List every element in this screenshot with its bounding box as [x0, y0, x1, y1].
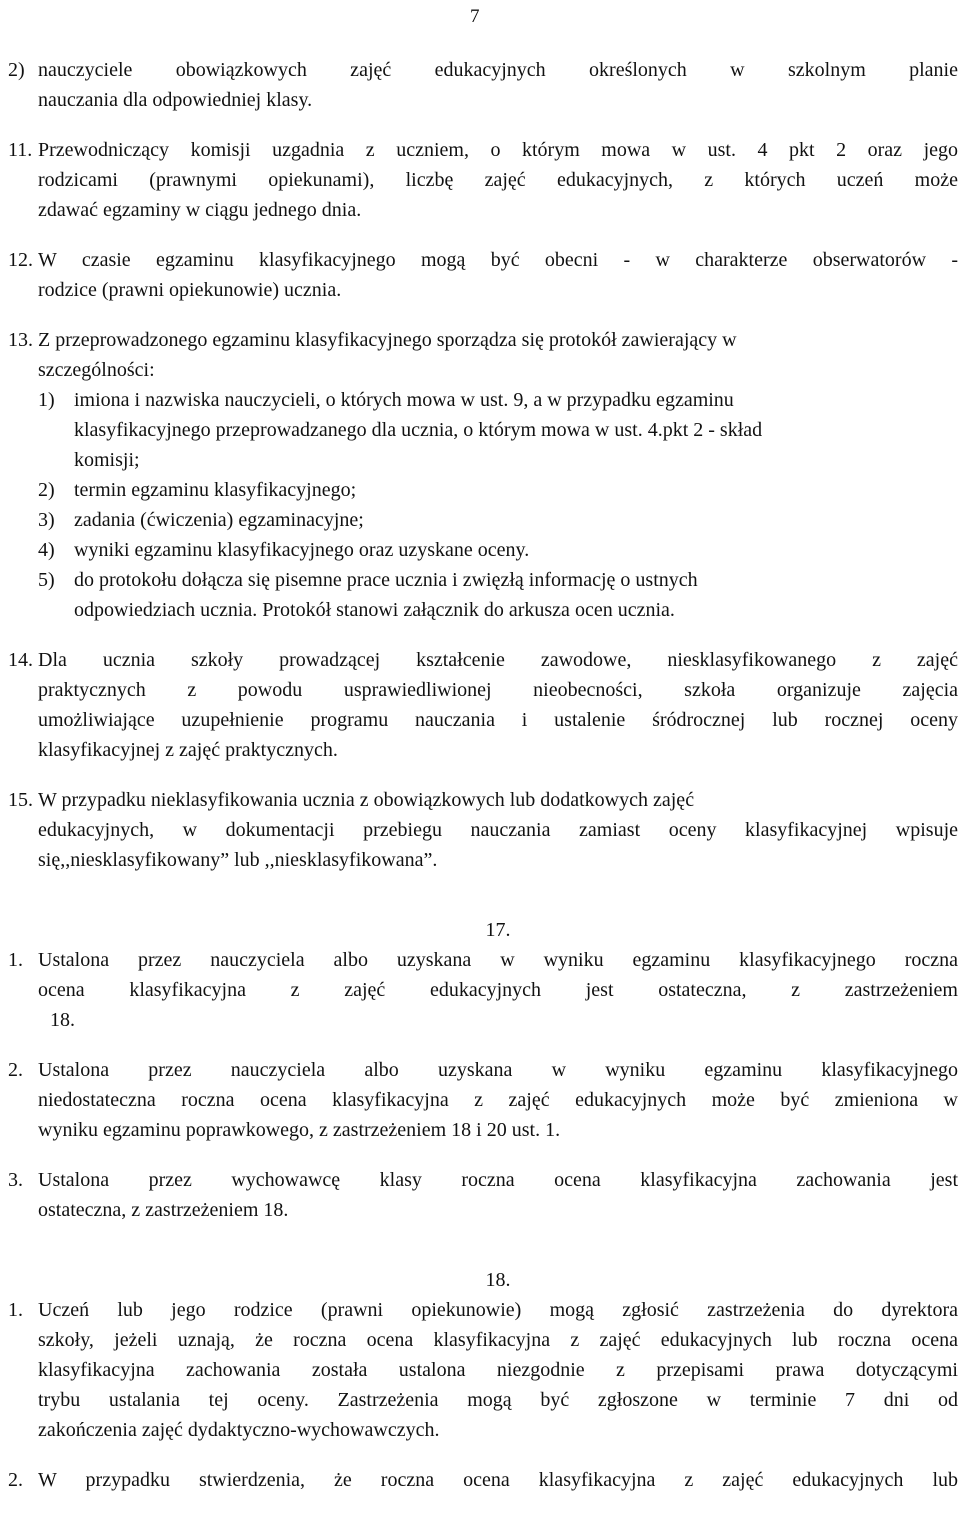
text-line: nauczyciele obowiązkowych zajęć edukacyjnych określonych w szkolnym planie — [38, 59, 958, 81]
text-line: klasyfikacyjna zachowania została ustalona niezgodnie z przepisami prawa dotyczącymi — [38, 1359, 958, 1381]
section-item — [8, 1165, 958, 1225]
text-line: umożliwiające uzupełnienie programu nauczania i ustalenie śródrocznej lub rocznej oceny — [38, 709, 958, 731]
text-line: Z przeprowadzonego egzaminu klasyfikacyjnego sporządza się protokół zawierający w — [38, 329, 737, 351]
paragraph-number: 15. — [8, 789, 33, 811]
text-line: Przewodniczący komisji uzgadnia z uczniem, o którym mowa w ust. 4 pkt 2 oraz jego — [38, 139, 958, 161]
text-line: termin egzaminu klasyfikacyjnego; — [74, 479, 357, 501]
list-item — [38, 385, 958, 475]
text-line: niedostateczna roczna ocena klasyfikacyjna z zajęć edukacyjnych może być zmieniona w — [38, 1089, 958, 1111]
section-heading-18: 18. — [485, 1269, 511, 1291]
paragraph-15 — [8, 785, 958, 875]
text-line: odpowiedziach ucznia. Protokół stanowi załącznik do arkusza ocen ucznia. — [74, 599, 675, 621]
text-line: trybu ustalania tej oceny. Zastrzeżenia mogą być zgłoszone w terminie 7 dni od — [38, 1389, 958, 1411]
list-item — [38, 565, 958, 625]
text-line: praktycznych z powodu usprawiedliwionej nieobecności, szkoła organizuje zajęcia — [38, 679, 958, 701]
list-item — [38, 475, 958, 505]
item-number: 2. — [8, 1059, 23, 1081]
text-line: ostateczna, z zastrzeżeniem 18. — [38, 1199, 289, 1221]
section-item — [8, 1465, 958, 1495]
item-number: 1. — [8, 949, 23, 971]
list-item — [38, 505, 958, 535]
paragraph-13 — [8, 325, 958, 625]
text-line: zakończenia zajęć dydaktyczno-wychowawczych. — [38, 1419, 440, 1441]
paragraph-number: 12. — [8, 249, 33, 271]
page-number: 7 — [470, 6, 480, 27]
item-number: 5) — [38, 569, 55, 591]
text-line: klasyfikacyjnej z zajęć praktycznych. — [38, 739, 338, 761]
text-line: Uczeń lub jego rodzice (prawni opiekunowie) mogą zgłosić zastrzeżenia do dyrektora — [38, 1299, 958, 1321]
paragraph-11 — [8, 135, 958, 225]
text-line: 18. — [50, 1009, 75, 1031]
text-line: ocena klasyfikacyjna z zajęć edukacyjnych jest ostateczna, z zastrzeżeniem — [38, 979, 958, 1001]
paragraph-14 — [8, 645, 958, 765]
item-number: 2) — [38, 479, 55, 501]
text-line: Ustalona przez nauczyciela albo uzyskana w wyniku egzaminu klasyfikacyjnego — [38, 1059, 958, 1081]
text-line: imiona i nazwiska nauczycieli, o których mowa w ust. 9, a w przypadku egzaminu — [74, 389, 734, 411]
text-line: rodzice (prawni opiekunowie) ucznia. — [38, 279, 342, 301]
text-line: do protokołu dołącza się pisemne prace ucznia i zwięzłą informację o ustnych — [74, 569, 698, 591]
text-line: wyniku egzaminu poprawkowego, z zastrzeżeniem 18 i 20 ust. 1. — [38, 1119, 561, 1141]
text-line: W czasie egzaminu klasyfikacyjnego mogą być obecni - w charakterze obserwatorów - — [38, 249, 958, 271]
text-line: rodzicami (prawnymi opiekunami), liczbę zajęć edukacyjnych, z których uczeń może — [38, 169, 958, 191]
text-line: Ustalona przez nauczyciela albo uzyskana w wyniku egzaminu klasyfikacyjnego roczna — [38, 949, 958, 971]
text-line: komisji; — [74, 449, 140, 471]
text-line: się,,niesklasyfikowany” lub ,,niesklasyfikowana”. — [38, 849, 438, 871]
text-line: Ustalona przez wychowawcę klasy roczna ocena klasyfikacyjna zachowania jest — [38, 1169, 958, 1191]
text-line: klasyfikacyjnego przeprowadzanego dla ucznia, o którym mowa w ust. 4.pkt 2 - skład — [74, 419, 763, 441]
item-number: 3) — [38, 509, 55, 531]
section-item — [8, 1295, 958, 1445]
text-line: W przypadku nieklasyfikowania ucznia z obowiązkowych lub dodatkowych zajęć — [38, 789, 695, 811]
text-line: zadania (ćwiczenia) egzaminacyjne; — [74, 509, 364, 531]
section-item — [8, 945, 958, 1035]
paragraph-number: 11. — [8, 139, 33, 161]
document-body — [8, 55, 958, 1495]
list-item — [38, 535, 958, 565]
text-line: szkoły, jeżeli uznają, że roczna ocena klasyfikacyjna z zajęć edukacyjnych lub roczna ocena — [38, 1329, 958, 1351]
item-number: 3. — [8, 1169, 23, 1191]
text-line: Dla ucznia szkoły prowadzącej kształcenie zawodowe, niesklasyfikowanego z zajęć — [38, 649, 958, 671]
item-number: 1. — [8, 1299, 23, 1321]
text-line: edukacyjnych, w dokumentacji przebiegu nauczania zamiast oceny klasyfikacyjnej wpisuje — [38, 819, 958, 841]
paragraph-number: 13. — [8, 329, 33, 351]
paragraph-number: 14. — [8, 649, 33, 671]
section-item — [8, 1055, 958, 1145]
item-number: 2. — [8, 1469, 23, 1491]
paragraph-12 — [8, 245, 958, 305]
item-number: 1) — [38, 389, 55, 411]
text-line: szczególności: — [38, 359, 155, 381]
text-line: zdawać egzaminy w ciągu jednego dnia. — [38, 199, 362, 221]
text-line: W przypadku stwierdzenia, że roczna ocena klasyfikacyjna z zajęć edukacyjnych lub — [38, 1469, 958, 1491]
text-line: wyniki egzaminu klasyfikacyjnego oraz uzyskane oceny. — [74, 539, 530, 561]
text-line: nauczania dla odpowiedniej klasy. — [38, 89, 313, 111]
section-heading-17: 17. — [485, 919, 511, 941]
list-item — [8, 55, 958, 115]
item-number: 2) — [8, 59, 25, 81]
item-number: 4) — [38, 539, 55, 561]
